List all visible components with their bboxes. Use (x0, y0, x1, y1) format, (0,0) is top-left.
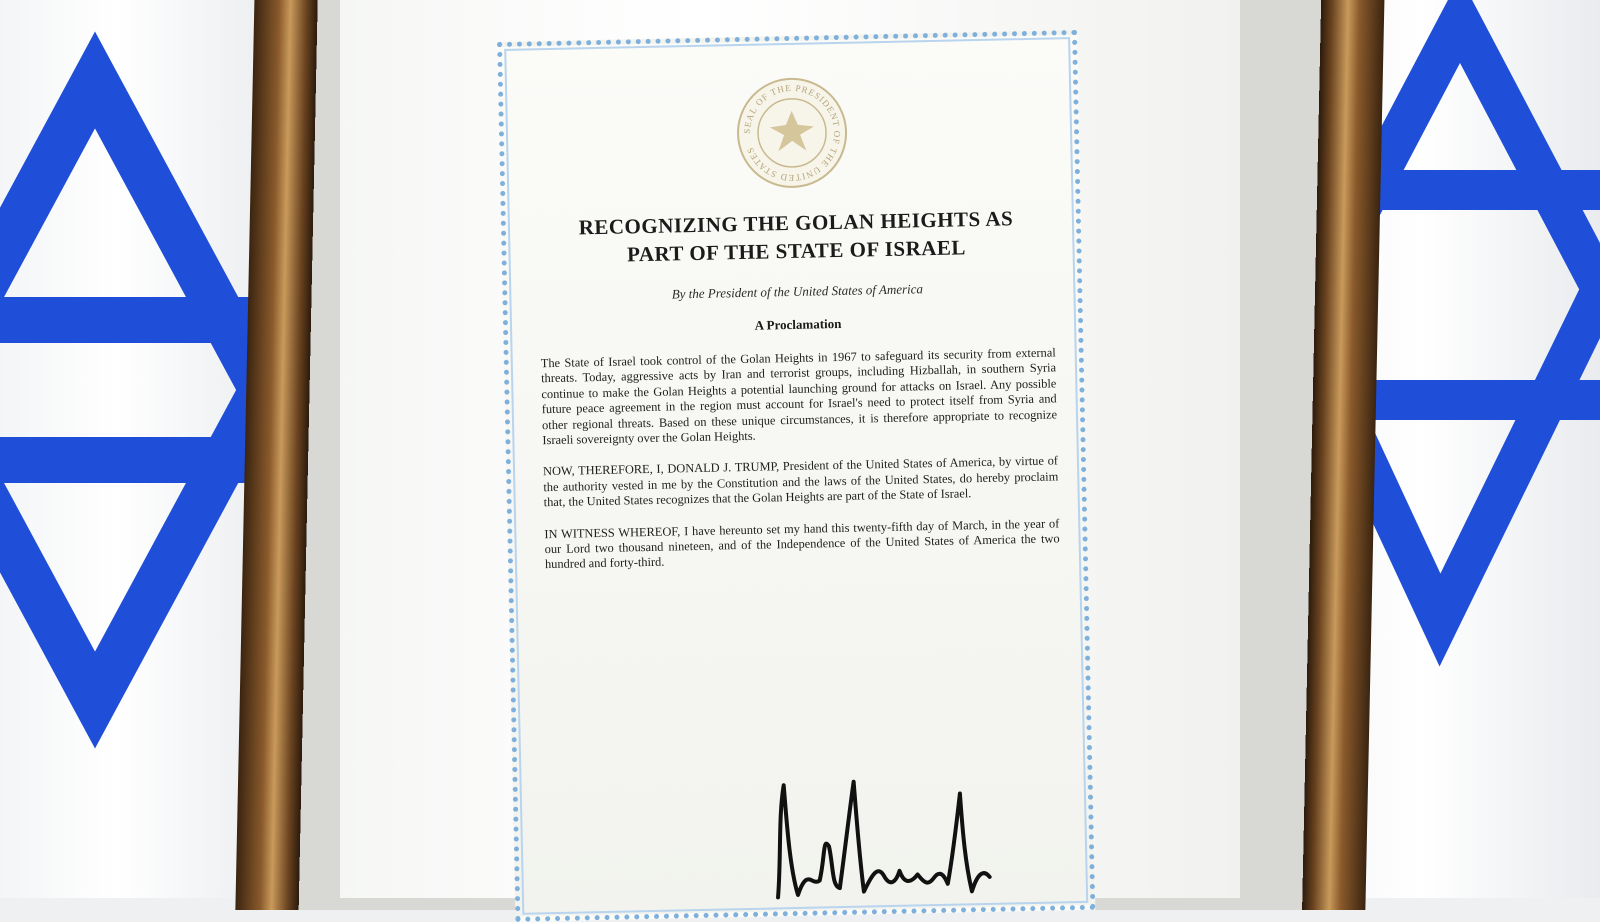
proclamation-subtitle: A Proclamation (754, 315, 842, 333)
presidential-seal-icon (735, 76, 849, 190)
title-line-1: RECOGNIZING THE GOLAN HEIGHTS AS (578, 206, 1014, 240)
byline: By the President of the United States of America (671, 281, 924, 302)
proclamation-document (497, 30, 1095, 922)
proclamation-title (546, 204, 1047, 270)
proclamation-body (541, 345, 1061, 589)
presidential-signature (766, 772, 1019, 907)
seal-text: SEAL OF THE PRESIDENT OF THE UNITED STATES (741, 82, 843, 183)
paragraph-1: The State of Israel took control of the Golan Heights in 1967 to safeguard its security from external threats. Today, aggressive acts by Iran and terrorist groups, including Hizballah, in southern Syria continue to make the Golan Heights a potential launching ground for attacks on Israel. Any possible future peace agreement in the region must account for Israel's need to protect itself from Syria and other regional threats. Based on these unique circumstances, it is therefore appropriate to recognize Israeli sovereignty over the Golan Heights. (540, 345, 1058, 448)
title-line-2: PART OF THE STATE OF ISRAEL (626, 235, 967, 267)
paragraph-2: NOW, THEREFORE, I, DONALD J. TRUMP, President of the United States of America, by virtue of the authority vested in me by the Constitution and the laws of the United States, do hereby proclaim that, the United States recognizes that the Golan Heights are part of the State of Israel. (542, 453, 1059, 510)
paragraph-3: IN WITNESS WHEREOF, I have hereunto set my hand this twenty-fifth day of March, in the year of our Lord two thousand nineteen, and of the Independence of the United States of America the two hundred and forty-third. (544, 516, 1060, 572)
